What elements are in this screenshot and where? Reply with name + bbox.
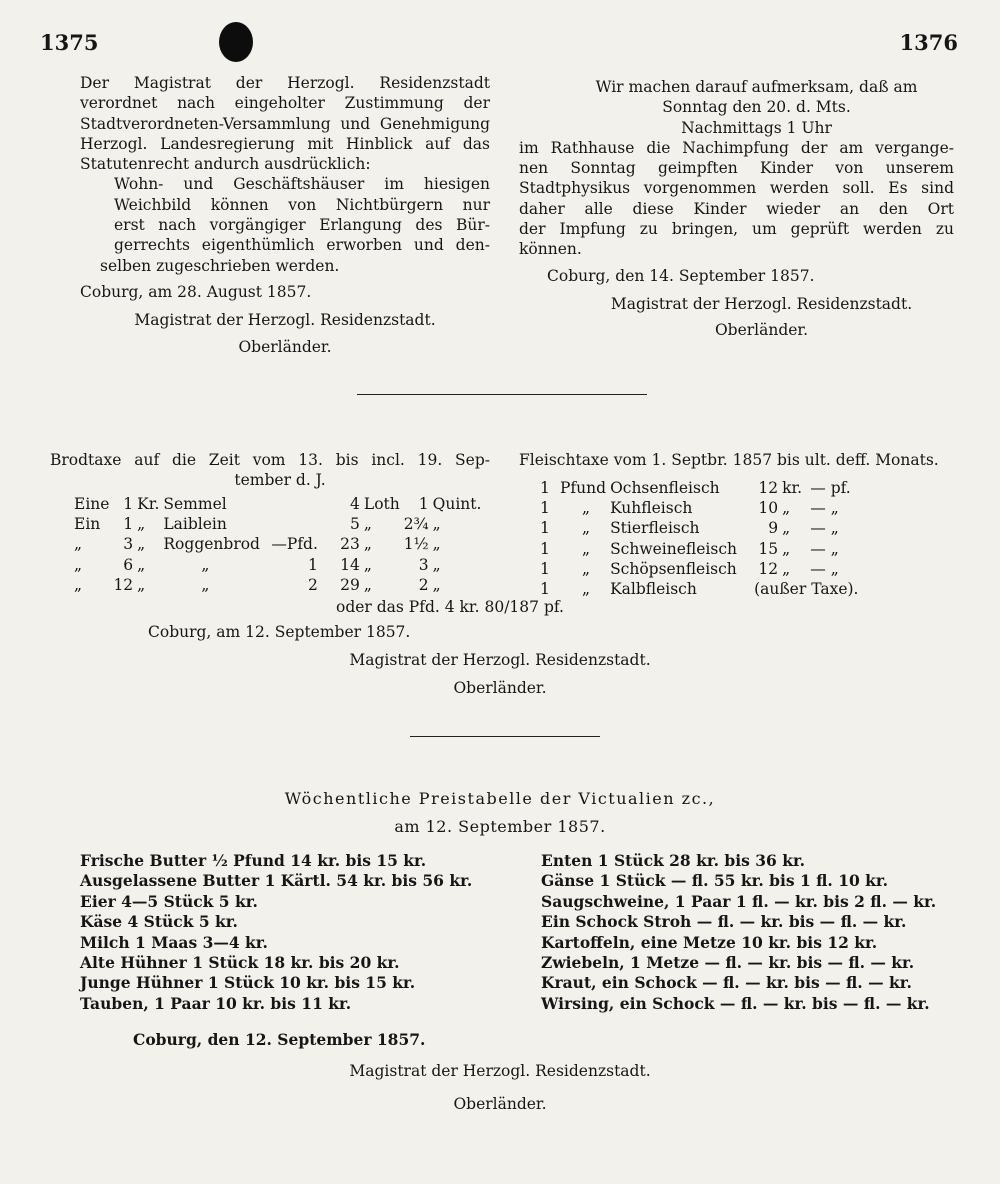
- cell: „: [432, 575, 441, 594]
- notice-line: Herzogl. Landesregierung mit Hinblick auf das: [80, 134, 490, 153]
- rule-line: gerrechts eigenthümlich erworben und den-: [114, 236, 490, 255]
- cell: 3: [418, 555, 429, 574]
- list-item: Milch 1 Maas 3—4 kr.: [80, 932, 268, 952]
- cell: 1: [540, 539, 550, 558]
- notice-line: Der Magistrat der Herzogl. Residenzstadt: [80, 74, 490, 92]
- notice-vaccination: [519, 77, 954, 341]
- cell: „: [782, 499, 791, 518]
- list-item: Tauben, 1 Paar 10 kr. bis 11 kr.: [80, 993, 352, 1013]
- table-row: [538, 498, 860, 518]
- page-number-left: 1375: [40, 30, 99, 55]
- cell: „: [201, 575, 210, 594]
- table-row: [72, 514, 483, 534]
- cell: „: [582, 559, 591, 578]
- table-row: [72, 555, 483, 575]
- notice-line: im Rathhause die Nachimpfung der am vergange-: [519, 138, 954, 157]
- price-list-right: [541, 851, 936, 1014]
- cell: „: [432, 535, 441, 554]
- cell: 1: [123, 495, 134, 513]
- notice-line: der Impfung zu bringen, um geprüft werden zu: [519, 220, 954, 239]
- brodtaxe-signature: Magistrat der Herzogl. Residenzstadt.: [349, 651, 651, 669]
- cell: 1½: [403, 535, 429, 554]
- cell: Roggenbrod: [163, 535, 260, 554]
- cell: —Pfd.: [271, 535, 318, 554]
- cell: Laiblein: [163, 515, 227, 534]
- cell: Eine: [74, 495, 110, 513]
- table-row: [538, 559, 860, 579]
- cell: 1: [540, 580, 550, 599]
- notice-date: Coburg, den 14. September 1857.: [547, 266, 815, 285]
- cell: „: [363, 515, 372, 534]
- cell: „: [432, 515, 441, 534]
- notice-date: Coburg, am 28. August 1857.: [80, 282, 312, 301]
- table-row: [538, 518, 860, 538]
- cell: Stierfleisch: [610, 519, 700, 538]
- cell: 2: [308, 575, 318, 594]
- cell: „: [137, 515, 146, 534]
- preistabelle-date: Coburg, den 12. September 1857.: [133, 1030, 426, 1049]
- cell: — „: [810, 499, 839, 518]
- cell: — pf.: [810, 479, 851, 497]
- preistabelle-signature: Magistrat der Herzogl. Residenzstadt.: [349, 1062, 651, 1080]
- cell: Schweinefleisch: [610, 539, 737, 558]
- cell: 3: [123, 535, 134, 554]
- list-item: Eier 4—5 Stück 5 kr.: [80, 891, 258, 911]
- cell: „: [363, 535, 372, 554]
- cell: — „: [810, 559, 839, 578]
- cell: 1: [540, 559, 550, 578]
- brodtaxe-title-line: Brodtaxe auf die Zeit vom 13. bis incl. 19. Sep-: [50, 451, 490, 469]
- notice-line: verordnet nach eingeholter Zustimmung der: [80, 94, 490, 113]
- list-item: Ausgelassene Butter 1 Kärtl. 54 kr. bis 56 kr.: [80, 871, 473, 891]
- list-item: Kartoffeln, eine Metze 10 kr. bis 12 kr.: [541, 932, 878, 952]
- cell: 12: [758, 559, 779, 578]
- cell: 14: [340, 555, 360, 574]
- notice-time-line: Nachmittags 1 Uhr: [681, 118, 832, 137]
- price-list-left: [80, 851, 472, 1014]
- cell: 1: [418, 495, 429, 513]
- table-row: [538, 478, 860, 498]
- list-item: Saugschweine, 1 Paar 1 fl. — kr. bis 2 fl. — kr.: [541, 891, 937, 911]
- table-row: [72, 494, 483, 514]
- cell: „: [432, 555, 441, 574]
- cell: — „: [810, 519, 839, 538]
- notice-line: Wir machen darauf aufmerksam, daß am: [595, 78, 918, 96]
- cell: „: [363, 555, 372, 574]
- table-row: [538, 539, 860, 559]
- notice-line: Stadtverordneten-Versammlung und Genehmigung: [80, 114, 490, 133]
- notice-date-line: Sonntag den 20. d. Mts.: [662, 98, 851, 117]
- cell: 1: [123, 515, 134, 534]
- cell: Quint.: [432, 495, 482, 513]
- rule-line: Weichbild können von Nichtbürgern nur: [114, 195, 490, 214]
- list-item: Gänse 1 Stück — fl. 55 kr. bis 1 fl. 10 kr.: [541, 871, 889, 891]
- cell: — „: [810, 539, 839, 558]
- notice-statute: [80, 73, 490, 357]
- cell: 5: [350, 515, 360, 534]
- list-item: Enten 1 Stück 28 kr. bis 36 kr.: [541, 851, 806, 870]
- list-item: Käse 4 Stück 5 kr.: [80, 912, 238, 932]
- cell: 4: [350, 495, 360, 513]
- cell: 9: [768, 519, 779, 538]
- brodtaxe-date: Coburg, am 12. September 1857.: [148, 623, 411, 641]
- cell: Kr.: [137, 495, 160, 513]
- notice-line: daher alle diese Kinder wieder an den Ort: [519, 199, 954, 218]
- cell: 2: [418, 575, 429, 594]
- table-row: [538, 579, 860, 599]
- page-number-right: 1376: [899, 30, 958, 55]
- cell: 23: [340, 535, 360, 554]
- cell: Kuhfleisch: [610, 499, 693, 518]
- brodtaxe-table: [72, 494, 483, 595]
- cell: „: [782, 559, 791, 578]
- notice-signature: Magistrat der Herzogl. Residenzstadt.: [610, 294, 913, 313]
- cell: „: [782, 539, 791, 558]
- table-row: [72, 575, 483, 595]
- preistabelle-subtitle: am 12. September 1857.: [394, 817, 606, 836]
- fleischtaxe-title: Fleischtaxe vom 1. Septbr. 1857 bis ult. deff. Monats.: [519, 451, 939, 469]
- rule-line: selben zugeschrieben werden.: [100, 256, 340, 275]
- cell: „: [74, 535, 83, 554]
- cell: „: [582, 499, 591, 518]
- list-item: Zwiebeln, 1 Metze — fl. — kr. bis — fl. — kr.: [541, 953, 915, 973]
- notice-signer: Oberländer.: [238, 337, 332, 356]
- cell: 10: [758, 499, 779, 518]
- table-row: [72, 534, 483, 554]
- rule-line: Wohn- und Geschäftshäuser im hiesigen: [114, 175, 490, 194]
- cell: 12: [758, 479, 779, 497]
- notice-line: Statutenrecht andurch ausdrücklich:: [80, 155, 371, 174]
- list-item: Junge Hühner 1 Stück 10 kr. bis 15 kr.: [80, 973, 416, 993]
- cell: „: [201, 555, 210, 574]
- rule-line: erst nach vorgängiger Erlangung des Bür-: [114, 216, 490, 235]
- cell: 29: [340, 575, 360, 594]
- cell: „: [137, 535, 146, 554]
- cell: „: [74, 575, 83, 594]
- list-item: Wirsing, ein Schock — fl. — kr. bis — fl. — kr.: [541, 993, 930, 1013]
- cell: (außer Taxe).: [754, 580, 859, 599]
- cell: Semmel: [163, 495, 227, 513]
- cell: 1: [308, 555, 318, 574]
- list-item: Ein Schock Stroh — fl. — kr. bis — fl. — kr.: [541, 912, 907, 932]
- cell: „: [363, 575, 372, 594]
- ink-blot: [219, 22, 253, 62]
- brodtaxe-title: [50, 450, 490, 491]
- brodtaxe-title-line: tember d. J.: [234, 471, 326, 490]
- cell: Kalbfleisch: [610, 580, 697, 599]
- list-item: Frische Butter ½ Pfund 14 kr. bis 15 kr.: [80, 851, 427, 870]
- notice-line: können.: [519, 240, 582, 259]
- cell: 12: [113, 575, 134, 594]
- preistabelle-signer: Oberländer.: [453, 1095, 547, 1113]
- cell: „: [137, 575, 146, 594]
- section-divider: [410, 736, 600, 737]
- notice-signer: Oberländer.: [714, 321, 809, 340]
- section-divider: [357, 394, 647, 395]
- cell: „: [782, 519, 791, 538]
- cell: 6: [123, 555, 134, 574]
- list-item: Kraut, ein Schock — fl. — kr. bis — fl. — kr.: [541, 973, 912, 993]
- preistabelle-title: Wöchentliche Preistabelle der Victualien zc.,: [284, 789, 716, 808]
- cell: Ochsenfleisch: [610, 479, 720, 497]
- cell: 1: [540, 499, 550, 518]
- cell: „: [582, 519, 591, 538]
- cell: Loth: [363, 495, 400, 513]
- cell: „: [582, 539, 591, 558]
- cell: „: [74, 555, 83, 574]
- cell: „: [582, 580, 591, 599]
- cell: „: [137, 555, 146, 574]
- notice-signature: Magistrat der Herzogl. Residenzstadt.: [134, 311, 436, 330]
- cell: 1: [540, 479, 550, 497]
- cell: 2¾: [403, 515, 429, 534]
- notice-line: Stadtphysikus vorgenommen werden soll. Es sind: [519, 179, 954, 198]
- cell: 1: [540, 519, 550, 538]
- notice-line: nen Sonntag geimpften Kinder von unserem: [519, 159, 954, 178]
- brodtaxe-footer: oder das Pfd. 4 kr. 80/187 pf.: [336, 598, 564, 616]
- cell: kr.: [782, 479, 803, 497]
- cell: Schöpsenfleisch: [610, 559, 737, 578]
- cell: [269, 494, 320, 514]
- cell: Pfund: [560, 479, 607, 497]
- brodtaxe-signer: Oberländer.: [453, 679, 547, 697]
- fleischtaxe-table: [538, 478, 860, 599]
- list-item: Alte Hühner 1 Stück 18 kr. bis 20 kr.: [80, 953, 400, 973]
- cell: [269, 514, 320, 534]
- cell: Ein: [74, 515, 101, 534]
- cell: 15: [758, 539, 779, 558]
